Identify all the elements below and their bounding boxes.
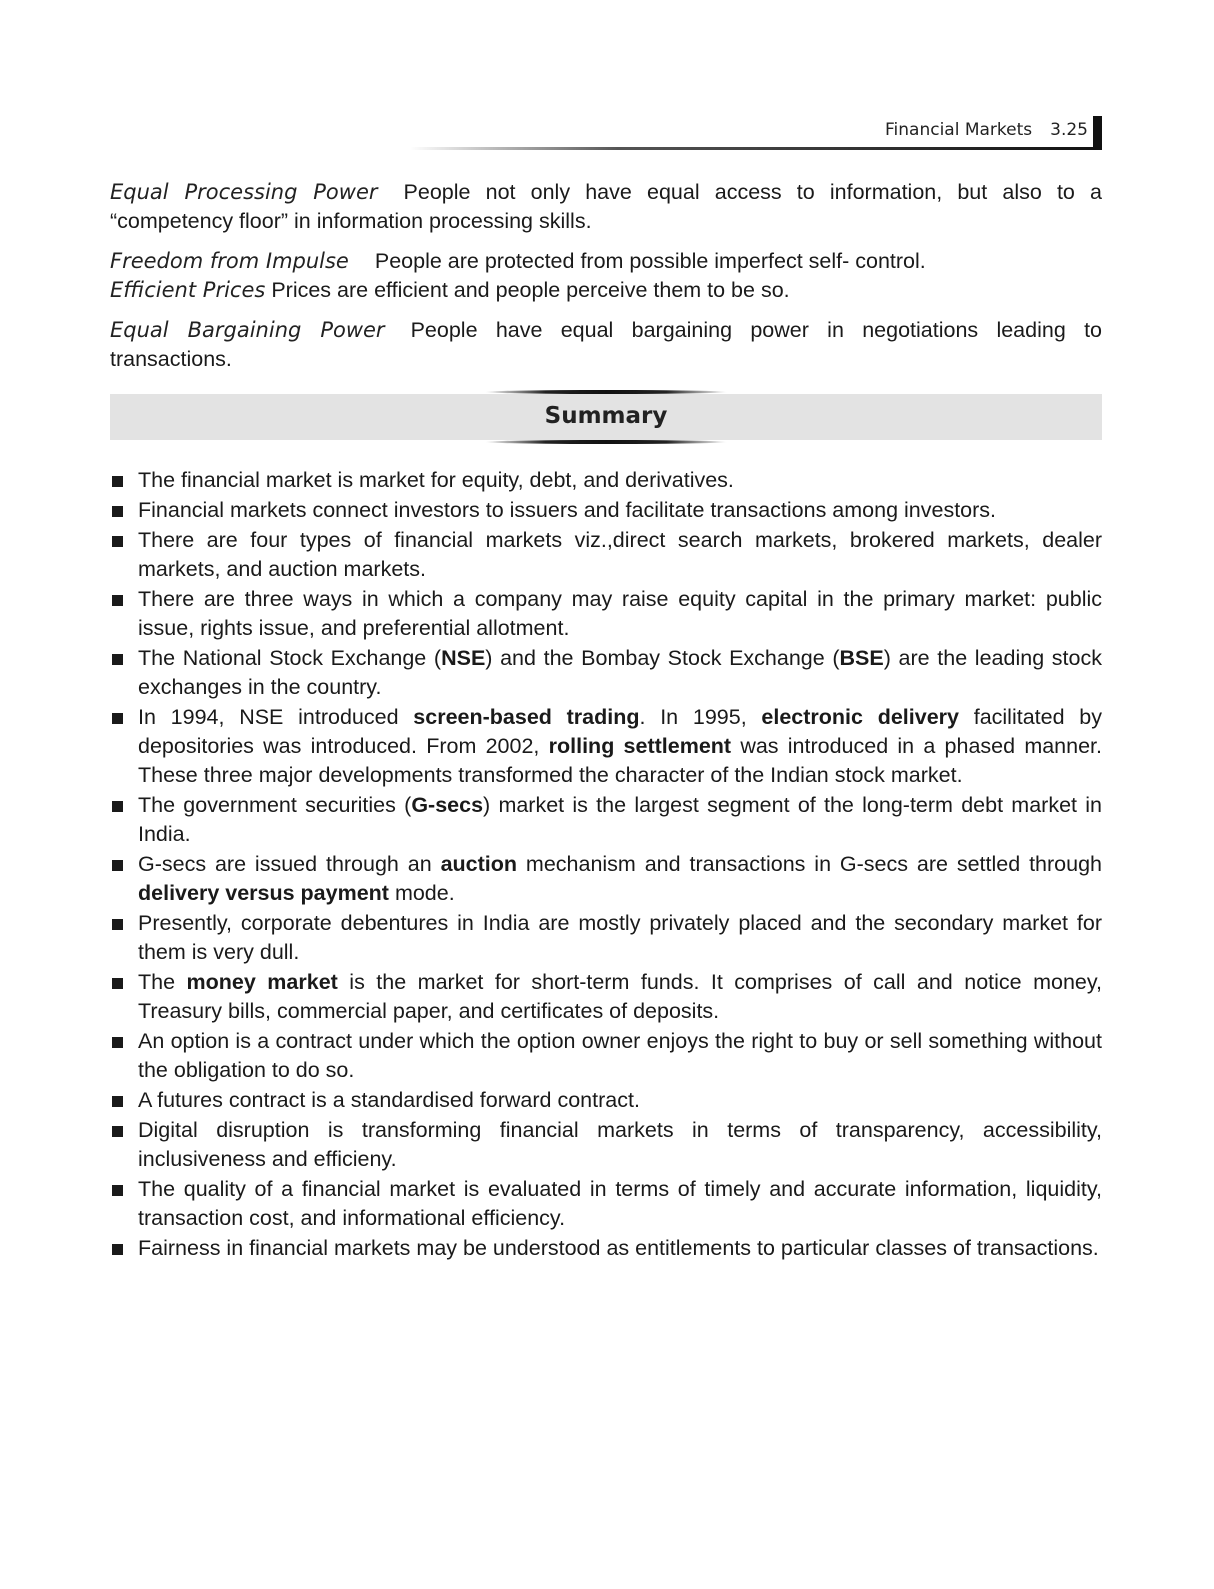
bullet-text: is the market for short-term funds. It comprises of call and notice money, Treasury bills, commercial paper, and certificates of deposits. bbox=[138, 970, 1102, 1023]
summary-bullet-item bbox=[110, 968, 1102, 1026]
bullet-text: Presently, corporate debentures in India are mostly privately placed and the secondary market for them is very dull. bbox=[138, 911, 1102, 964]
bold-term: money market bbox=[186, 970, 338, 994]
summary-bullet-item bbox=[110, 1027, 1102, 1085]
header-rule bbox=[410, 147, 1102, 150]
bullet-text: . In 1995, bbox=[639, 705, 762, 729]
square-bullet-icon bbox=[112, 1096, 123, 1107]
bullet-text: A futures contract is a standardised forward contract. bbox=[138, 1088, 640, 1112]
header-bar bbox=[1093, 116, 1102, 150]
bullet-text: G-secs are issued through an bbox=[138, 852, 441, 876]
square-bullet-icon bbox=[112, 1037, 123, 1048]
square-bullet-icon bbox=[112, 860, 123, 871]
page-number: 3.25 bbox=[1050, 120, 1088, 140]
bullet-text: There are four types of financial markets viz.,direct search markets, brokered markets, dealer markets, and auction markets. bbox=[138, 528, 1102, 581]
bold-term: NSE bbox=[441, 646, 486, 670]
square-bullet-icon bbox=[112, 1244, 123, 1255]
intro-term: Freedom from Impulse bbox=[110, 249, 349, 273]
bullet-text: mode. bbox=[388, 881, 455, 905]
square-bullet-icon bbox=[112, 476, 123, 487]
bullet-text: There are three ways in which a company may raise equity capital in the primary market: public issue, rights issue, and preferential allotment. bbox=[138, 587, 1102, 640]
bullet-text: mechanism and transactions in G-secs are settled through bbox=[517, 852, 1102, 876]
bullet-text: The National Stock Exchange ( bbox=[138, 646, 442, 670]
bold-term: G-secs bbox=[411, 793, 484, 817]
summary-bullet-item bbox=[110, 644, 1102, 702]
bullet-text: In 1994, NSE introduced bbox=[138, 705, 414, 729]
bullet-text: Fairness in financial markets may be understood as entitlements to particular classes of transactions. bbox=[138, 1236, 1099, 1260]
summary-rule-top bbox=[485, 390, 727, 394]
bold-term: BSE bbox=[839, 646, 884, 670]
bullet-text: The financial market is market for equity, debt, and derivatives. bbox=[138, 468, 734, 492]
page-content bbox=[110, 178, 1102, 1264]
square-bullet-icon bbox=[112, 654, 123, 665]
summary-bullet-item bbox=[110, 585, 1102, 643]
summary-rule-bottom bbox=[485, 440, 727, 444]
square-bullet-icon bbox=[112, 595, 123, 606]
bullet-text: ) and the Bombay Stock Exchange ( bbox=[485, 646, 840, 670]
header-text bbox=[885, 120, 1088, 140]
bold-term: auction bbox=[440, 852, 518, 876]
bold-term: electronic delivery bbox=[761, 705, 959, 729]
summary-bullet-item bbox=[110, 850, 1102, 908]
intro-text: Prices are efficient and people perceive them to be so. bbox=[271, 278, 790, 302]
bold-term: screen-based trading bbox=[413, 705, 640, 729]
summary-bullet-item bbox=[110, 466, 1102, 495]
bullet-text: ) market is the largest segment of the long-term debt market in India. bbox=[138, 793, 1102, 846]
square-bullet-icon bbox=[112, 919, 123, 930]
bullet-text: The government securities ( bbox=[138, 793, 412, 817]
bullet-text: The bbox=[138, 970, 187, 994]
summary-bullet-item bbox=[110, 1086, 1102, 1115]
summary-bullet-item bbox=[110, 791, 1102, 849]
summary-bullet-item bbox=[110, 703, 1102, 790]
bullet-text: was introduced in a phased manner. These three major developments transformed the character of the Indian stock market. bbox=[138, 734, 1103, 787]
intro-paragraph-freedom-from-impulse bbox=[110, 247, 1102, 276]
intro-text: People not only have equal access to information, but also to a “competency floor” in information processing skills. bbox=[110, 180, 1102, 233]
summary-bullet-item bbox=[110, 909, 1102, 967]
intro-term: Equal Processing Power bbox=[110, 180, 378, 204]
intro-term: Equal Bargaining Power bbox=[110, 318, 385, 342]
intro-text: People have equal bargaining power in negotiations leading to transactions. bbox=[110, 318, 1103, 371]
intro-paragraph-equal-bargaining-power bbox=[110, 316, 1102, 374]
square-bullet-icon bbox=[112, 506, 123, 517]
summary-title: Summary bbox=[544, 403, 668, 429]
summary-bullet-item bbox=[110, 1175, 1102, 1233]
bullet-text: facilitated by depositories was introduced. From 2002, bbox=[138, 705, 1102, 758]
square-bullet-icon bbox=[112, 1126, 123, 1137]
square-bullet-icon bbox=[112, 801, 123, 812]
summary-list bbox=[110, 466, 1102, 1263]
square-bullet-icon bbox=[112, 1185, 123, 1196]
summary-heading-band bbox=[110, 394, 1102, 440]
intro-paragraph-efficient-prices bbox=[110, 276, 1102, 305]
square-bullet-icon bbox=[112, 978, 123, 989]
summary-bullet-item bbox=[110, 1116, 1102, 1174]
square-bullet-icon bbox=[112, 536, 123, 547]
bold-term: delivery versus payment bbox=[138, 881, 389, 905]
running-header bbox=[110, 116, 1102, 150]
bullet-text: ) are the leading stock exchanges in the country. bbox=[138, 646, 1102, 699]
bullet-text: An option is a contract under which the option owner enjoys the right to buy or sell something without the obligation to do so. bbox=[138, 1029, 1102, 1082]
summary-bullet-item bbox=[110, 1234, 1102, 1263]
summary-bullet-item bbox=[110, 526, 1102, 584]
bullet-text: The quality of a financial market is evaluated in terms of timely and accurate information, liquidity, transaction cost, and informational efficiency. bbox=[138, 1177, 1102, 1230]
intro-text: People are protected from possible imperfect self- control. bbox=[374, 249, 926, 273]
bullet-text: Digital disruption is transforming financial markets in terms of transparency, accessibility, inclusiveness and efficieny. bbox=[138, 1118, 1102, 1171]
chapter-title: Financial Markets bbox=[885, 120, 1033, 140]
summary-bullet-item bbox=[110, 496, 1102, 525]
bold-term: rolling settlement bbox=[548, 734, 732, 758]
intro-paragraph-equal-processing-power bbox=[110, 178, 1102, 236]
bullet-text: Financial markets connect investors to issuers and facilitate transactions among investors. bbox=[138, 498, 997, 522]
intro-term: Efficient Prices bbox=[110, 278, 266, 302]
square-bullet-icon bbox=[112, 713, 123, 724]
